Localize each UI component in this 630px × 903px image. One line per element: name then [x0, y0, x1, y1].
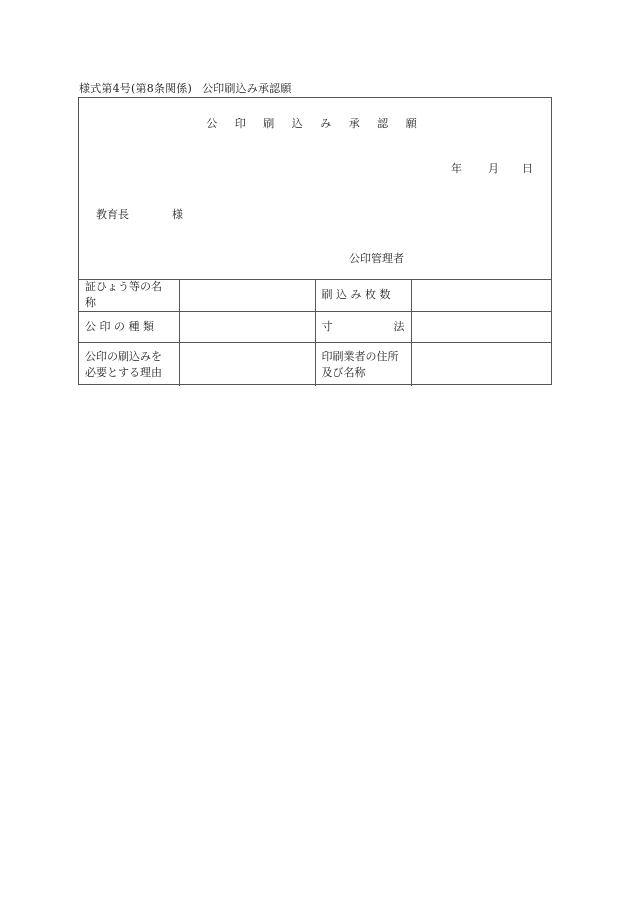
seal-type-field[interactable]	[179, 312, 315, 343]
form-number: 様式第4号(第8条関係)	[79, 82, 192, 95]
reason-label-line2: 必要とする理由	[85, 365, 162, 379]
reason-field[interactable]	[179, 343, 315, 387]
dimensions-label-part1: 寸	[321, 320, 333, 333]
print-count-field[interactable]	[411, 279, 551, 312]
printer-label-line1: 印刷業者の住所	[321, 349, 399, 363]
dimensions-field[interactable]	[411, 312, 551, 343]
honorific: 様	[172, 208, 183, 221]
document-name-label: 証ひょう等の名称	[79, 279, 179, 312]
reason-label	[79, 343, 179, 387]
applicant-manager-label[interactable]: 公印管理者	[349, 252, 404, 265]
document-name-field[interactable]	[179, 279, 315, 312]
table-row	[79, 343, 551, 387]
seal-type-label: 公 印 の 種 類	[79, 312, 179, 343]
form-heading	[79, 80, 292, 96]
application-form	[78, 97, 552, 385]
reason-label-line1: 公印の刷込みを	[85, 349, 162, 363]
addressee-name: 教育長	[96, 208, 129, 221]
dimensions-label	[315, 312, 411, 343]
form-header-section	[79, 98, 551, 280]
printer-label	[315, 343, 411, 387]
table-row	[79, 312, 551, 343]
date-month-label: 月	[488, 162, 499, 175]
dimensions-label-part2: 法	[393, 320, 405, 333]
date-day-label: 日	[522, 162, 533, 175]
date-line[interactable]	[451, 160, 533, 176]
printer-label-line2: 及び名称	[321, 365, 366, 379]
table-row	[79, 279, 551, 312]
details-table	[79, 279, 551, 386]
addressee-line	[96, 206, 183, 222]
date-year-label: 年	[451, 162, 462, 175]
form-title: 公 印 刷 込 み 承 認 願	[206, 117, 424, 130]
printer-field[interactable]	[411, 343, 551, 387]
print-count-label: 刷 込 み 枚 数	[315, 279, 411, 312]
form-heading-title: 公印刷込み承認願	[201, 82, 292, 95]
